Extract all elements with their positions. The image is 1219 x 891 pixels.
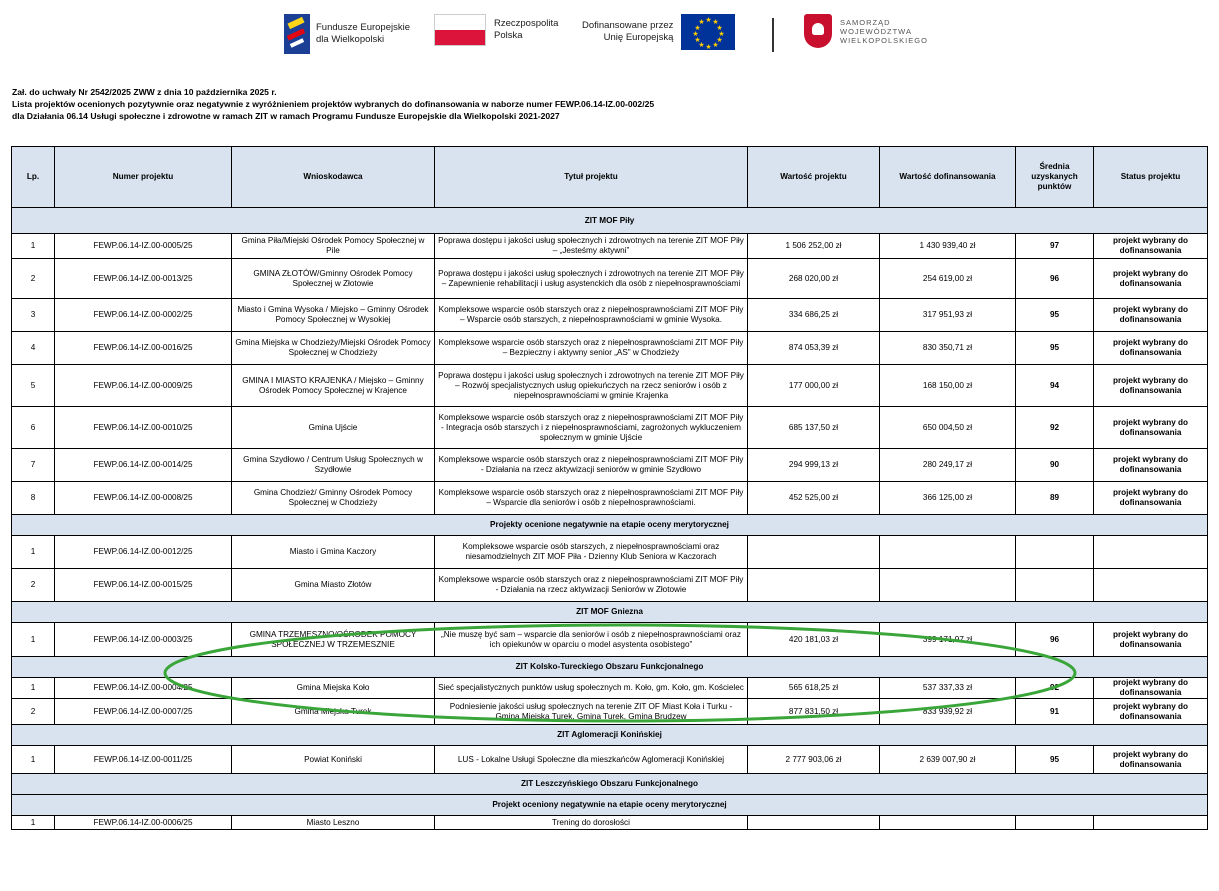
table-row — [12, 449, 1208, 482]
fe-logo-text: Fundusze Europejskie dla Wielkopolski — [316, 22, 410, 45]
cell-nr: FEWP.06.14-IZ.00-0011/25 — [55, 746, 232, 774]
table-row — [12, 482, 1208, 515]
coat-of-arms-icon — [804, 14, 832, 48]
logo-separator — [772, 18, 774, 52]
column-header-wn: Wnioskodawca — [232, 147, 435, 208]
cell-wartosc — [748, 816, 880, 830]
cell-dofin: 168 150,00 zł — [880, 365, 1016, 407]
column-header-status: Status projektu — [1094, 147, 1208, 208]
cell-tytul: Kompleksowe wsparcie osób starszych, z niepełnosprawnościami oraz niesamodzielnych ZIT MOF Piła - Dzienny Klub Seniora w Kaczorach — [435, 536, 748, 569]
cell-pkt: 96 — [1016, 623, 1094, 657]
column-header-lp: Lp. — [12, 147, 55, 208]
cell-tytul: Kompleksowe wsparcie osób starszych oraz z niepełnosprawnościami ZIT MOF Piły – Wsparcie dla seniorów i osób z niepełnosprawnościami. — [435, 482, 748, 515]
cell-wn: Miasto i Gmina Wysoka / Miejsko – Gminny Ośrodek Pomocy Społecznej w Wysokiej — [232, 299, 435, 332]
cell-wn: Gmina Piła/Miejski Ośrodek Pomocy Społecznej w Pile — [232, 234, 435, 259]
table-row — [12, 699, 1208, 725]
cell-pkt: 90 — [1016, 449, 1094, 482]
cell-dofin: 280 249,17 zł — [880, 449, 1016, 482]
table-row — [12, 623, 1208, 657]
cell-status: projekt wybrany do dofinansowania — [1094, 407, 1208, 449]
cell-lp: 1 — [12, 678, 55, 699]
cell-lp: 7 — [12, 449, 55, 482]
cell-status — [1094, 816, 1208, 830]
pl-logo-text: Rzeczpospolita Polska — [494, 18, 559, 41]
cell-lp: 4 — [12, 332, 55, 365]
cell-tytul: Kompleksowe wsparcie osób starszych oraz z niepełnosprawnościami ZIT MOF Piły – Bezpieczny i aktywny senior „AS” w Chodzieży — [435, 332, 748, 365]
table-row — [12, 407, 1208, 449]
table-row — [12, 536, 1208, 569]
cell-pkt: 95 — [1016, 299, 1094, 332]
section-row — [12, 795, 1208, 816]
column-header-nr: Numer projektu — [55, 147, 232, 208]
header-line-3: dla Działania 06.14 Usługi społeczne i zdrowotne w ramach ZIT w ramach Programu Fundusze Europejskie dla Wielkopolski 2021-2027 — [12, 111, 560, 122]
cell-wn: Gmina Ujście — [232, 407, 435, 449]
sw-logo — [804, 14, 928, 48]
section-row — [12, 657, 1208, 678]
fe-logo — [284, 14, 410, 54]
cell-dofin: 399 171,97 zł — [880, 623, 1016, 657]
cell-nr: FEWP.06.14-IZ.00-0013/25 — [55, 259, 232, 299]
cell-lp: 1 — [12, 746, 55, 774]
cell-wn: Gmina Chodzież/ Gminny Ośrodek Pomocy Społecznej w Chodzieży — [232, 482, 435, 515]
pl-logo — [434, 14, 558, 46]
table-row — [12, 234, 1208, 259]
cell-wartosc: 565 618,25 zł — [748, 678, 880, 699]
cell-pkt — [1016, 816, 1094, 830]
cell-nr: FEWP.06.14-IZ.00-0006/25 — [55, 816, 232, 830]
cell-wartosc: 874 053,39 zł — [748, 332, 880, 365]
cell-pkt: 92 — [1016, 407, 1094, 449]
section-title: ZIT Aglomeracji Konińskiej — [12, 725, 1208, 746]
polish-flag-icon — [434, 14, 486, 46]
table-header-row — [12, 147, 1208, 208]
cell-pkt — [1016, 569, 1094, 602]
cell-lp: 1 — [12, 816, 55, 830]
cell-nr: FEWP.06.14-IZ.00-0004/25 — [55, 678, 232, 699]
section-row — [12, 602, 1208, 623]
cell-wartosc: 294 999,13 zł — [748, 449, 880, 482]
cell-status: projekt wybrany do dofinansowania — [1094, 678, 1208, 699]
cell-wartosc: 177 000,00 zł — [748, 365, 880, 407]
section-row — [12, 515, 1208, 536]
table-row — [12, 569, 1208, 602]
cell-wartosc — [748, 536, 880, 569]
cell-lp: 2 — [12, 259, 55, 299]
cell-lp: 1 — [12, 623, 55, 657]
table-row — [12, 365, 1208, 407]
column-header-dofin: Wartość dofinansowania — [880, 147, 1016, 208]
cell-tytul: Kompleksowe wsparcie osób starszych oraz z niepełnosprawnościami ZIT MOF Piły – Wsparcie osób starszych, z niepełnosprawnościami w gminie Wysoka. — [435, 299, 748, 332]
cell-pkt: 94 — [1016, 365, 1094, 407]
cell-nr: FEWP.06.14-IZ.00-0012/25 — [55, 536, 232, 569]
cell-wn: Gmina Szydłowo / Centrum Usług Społecznych w Szydłowie — [232, 449, 435, 482]
cell-status — [1094, 569, 1208, 602]
cell-wn: Gmina Miejska Turek — [232, 699, 435, 725]
cell-tytul: Poprawa dostępu i jakości usług społecznych i zdrowotnych na terenie ZIT MOF Piły – Zapewnienie rehabilitacji i usług asystenckich dla osób z niepełnosprawnościami — [435, 259, 748, 299]
cell-wn: Gmina Miasto Złotów — [232, 569, 435, 602]
cell-pkt: 96 — [1016, 259, 1094, 299]
table-row — [12, 816, 1208, 830]
section-title: ZIT Kolsko-Tureckiego Obszaru Funkcjonalnego — [12, 657, 1208, 678]
column-header-tytul: Tytuł projektu — [435, 147, 748, 208]
cell-lp: 5 — [12, 365, 55, 407]
table-row — [12, 259, 1208, 299]
cell-lp: 1 — [12, 234, 55, 259]
cell-wn: GMINA TRZEMESZNO/OŚRODEK POMOCY SPOŁECZNEJ W TRZEMESZNIE — [232, 623, 435, 657]
cell-status: projekt wybrany do dofinansowania — [1094, 746, 1208, 774]
header-line-1: Zał. do uchwały Nr 2542/2025 ZWW z dnia 10 października 2025 r. — [12, 87, 277, 97]
cell-lp: 2 — [12, 569, 55, 602]
cell-tytul: Poprawa dostępu i jakości usług społecznych i zdrowotnych na terenie ZIT MOF Piły – „Jesteśmy aktywni” — [435, 234, 748, 259]
cell-dofin: 650 004,50 zł — [880, 407, 1016, 449]
cell-pkt: 89 — [1016, 482, 1094, 515]
cell-nr: FEWP.06.14-IZ.00-0005/25 — [55, 234, 232, 259]
cell-pkt: 92 — [1016, 678, 1094, 699]
cell-status: projekt wybrany do dofinansowania — [1094, 299, 1208, 332]
cell-tytul: Kompleksowe wsparcie osób starszych oraz z niepełnosprawnościami ZIT MOF Piły - Działania na rzecz aktywizacji seniorów w gminie Szydłowo — [435, 449, 748, 482]
cell-wartosc: 2 777 903,06 zł — [748, 746, 880, 774]
cell-dofin: 1 430 939,40 zł — [880, 234, 1016, 259]
eu-flag-icon: ★ ★ ★ ★ ★ ★ ★ ★ ★ ★ ★ ★ — [681, 14, 735, 50]
cell-lp: 1 — [12, 536, 55, 569]
table-row — [12, 299, 1208, 332]
cell-dofin — [880, 816, 1016, 830]
cell-pkt: 97 — [1016, 234, 1094, 259]
cell-wartosc: 268 020,00 zł — [748, 259, 880, 299]
cell-nr: FEWP.06.14-IZ.00-0008/25 — [55, 482, 232, 515]
table-row — [12, 746, 1208, 774]
cell-dofin: 317 951,93 zł — [880, 299, 1016, 332]
section-row — [12, 208, 1208, 234]
cell-tytul: Kompleksowe wsparcie osób starszych oraz z niepełnosprawnościami ZIT MOF Piły - Integracja osób starszych i z niepełnosprawnościami, zagrożonych wykluczeniem społecznym w gminie Ujście — [435, 407, 748, 449]
section-title: ZIT Leszczyńskiego Obszaru Funkcjonalnego — [12, 774, 1208, 795]
cell-wn: Powiat Koniński — [232, 746, 435, 774]
cell-wartosc: 877 831,50 zł — [748, 699, 880, 725]
cell-lp: 3 — [12, 299, 55, 332]
ue-logo — [582, 14, 735, 50]
section-title: Projekty ocenione negatywnie na etapie oceny merytorycznej — [12, 515, 1208, 536]
cell-tytul: Sieć specjalistycznych punktów usług społecznych m. Koło, gm. Koło, gm. Kościelec — [435, 678, 748, 699]
cell-lp: 6 — [12, 407, 55, 449]
table-body — [12, 208, 1208, 830]
cell-tytul: Podniesienie jakości usług społecznych na terenie ZIT OF Miast Koła i Turku - Gmina Miejska Turek, Gmina Turek, Gmina Brudzew — [435, 699, 748, 725]
column-header-pkt: Średnia uzyskanych punktów — [1016, 147, 1094, 208]
cell-pkt: 95 — [1016, 746, 1094, 774]
table-row — [12, 332, 1208, 365]
cell-nr: FEWP.06.14-IZ.00-0010/25 — [55, 407, 232, 449]
cell-status: projekt wybrany do dofinansowania — [1094, 259, 1208, 299]
cell-tytul: „Nie muszę być sam – wsparcie dla seniorów i osób z niepełnosprawnościami oraz ich opiekunów w oparciu o model asystenta osobistego” — [435, 623, 748, 657]
cell-status: projekt wybrany do dofinansowania — [1094, 234, 1208, 259]
cell-nr: FEWP.06.14-IZ.00-0016/25 — [55, 332, 232, 365]
cell-wn: Miasto i Gmina Kaczory — [232, 536, 435, 569]
cell-status — [1094, 536, 1208, 569]
cell-dofin: 366 125,00 zł — [880, 482, 1016, 515]
cell-status: projekt wybrany do dofinansowania — [1094, 623, 1208, 657]
cell-wartosc: 334 686,25 zł — [748, 299, 880, 332]
cell-wn: Gmina Miejska w Chodzieży/Miejski Ośrodek Pomocy Społecznej w Chodzieży — [232, 332, 435, 365]
cell-dofin: 833 939,92 zł — [880, 699, 1016, 725]
cell-lp: 8 — [12, 482, 55, 515]
section-row — [12, 774, 1208, 795]
cell-tytul: Trening do dorosłości — [435, 816, 748, 830]
cell-status: projekt wybrany do dofinansowania — [1094, 699, 1208, 725]
cell-wartosc: 452 525,00 zł — [748, 482, 880, 515]
column-header-wartosc: Wartość projektu — [748, 147, 880, 208]
section-row — [12, 725, 1208, 746]
cell-wn: Miasto Leszno — [232, 816, 435, 830]
cell-wn: Gmina Miejska Koło — [232, 678, 435, 699]
cell-pkt: 95 — [1016, 332, 1094, 365]
cell-status: projekt wybrany do dofinansowania — [1094, 482, 1208, 515]
cell-pkt — [1016, 536, 1094, 569]
cell-nr: FEWP.06.14-IZ.00-0007/25 — [55, 699, 232, 725]
cell-nr: FEWP.06.14-IZ.00-0015/25 — [55, 569, 232, 602]
header-line-2: Lista projektów ocenionych pozytywnie oraz negatywnie z wyróżnieniem projektów wybranych do dofinansowania w naborze numer FEWP.06.14-IZ.00-002/25 — [12, 99, 655, 110]
fe-emblem-icon — [284, 14, 310, 54]
cell-wartosc: 1 506 252,00 zł — [748, 234, 880, 259]
cell-wartosc — [748, 569, 880, 602]
cell-nr: FEWP.06.14-IZ.00-0014/25 — [55, 449, 232, 482]
cell-tytul: Kompleksowe wsparcie osób starszych oraz z niepełnosprawnościami ZIT MOF Piły - Działania na rzecz aktywizacji Seniorów w Złotowie — [435, 569, 748, 602]
ue-logo-text: Dofinansowane przez Unię Europejską — [582, 20, 674, 43]
cell-wn: GMINA ZŁOTÓW/Gminny Ośrodek Pomocy Społecznej w Złotowie — [232, 259, 435, 299]
cell-dofin: 254 619,00 zł — [880, 259, 1016, 299]
cell-status: projekt wybrany do dofinansowania — [1094, 449, 1208, 482]
cell-nr: FEWP.06.14-IZ.00-0009/25 — [55, 365, 232, 407]
cell-tytul: Poprawa dostępu i jakości usług społecznych i zdrowotnych na terenie ZIT MOF Piły – Rozwój specjalistycznych usług opiekuńczych na rzecz seniorów i osób z niepełnosprawnościami w gminie Krajenka — [435, 365, 748, 407]
section-title: Projekt oceniony negatywnie na etapie oceny merytorycznej — [12, 795, 1208, 816]
cell-pkt: 91 — [1016, 699, 1094, 725]
table-row — [12, 678, 1208, 699]
cell-status: projekt wybrany do dofinansowania — [1094, 332, 1208, 365]
sw-logo-text: SAMORZĄD WOJEWÓDZTWA WIELKOPOLSKIEGO — [840, 17, 928, 45]
section-title: ZIT MOF Gniezna — [12, 602, 1208, 623]
cell-dofin: 2 639 007,90 zł — [880, 746, 1016, 774]
logo-strip — [270, 6, 940, 64]
cell-dofin — [880, 536, 1016, 569]
cell-lp: 2 — [12, 699, 55, 725]
cell-dofin: 830 350,71 zł — [880, 332, 1016, 365]
projects-table — [11, 146, 1208, 830]
cell-tytul: LUS - Lokalne Usługi Społeczne dla mieszkańców Aglomeracji Konińskiej — [435, 746, 748, 774]
cell-nr: FEWP.06.14-IZ.00-0003/25 — [55, 623, 232, 657]
cell-dofin: 537 337,33 zł — [880, 678, 1016, 699]
cell-status: projekt wybrany do dofinansowania — [1094, 365, 1208, 407]
section-title: ZIT MOF Piły — [12, 208, 1208, 234]
document-header — [12, 86, 654, 123]
cell-nr: FEWP.06.14-IZ.00-0002/25 — [55, 299, 232, 332]
cell-wartosc: 685 137,50 zł — [748, 407, 880, 449]
cell-wn: GMINA I MIASTO KRAJENKA / Miejsko – Gminny Ośrodek Pomocy Społecznej w Krajence — [232, 365, 435, 407]
cell-wartosc: 420 181,03 zł — [748, 623, 880, 657]
cell-dofin — [880, 569, 1016, 602]
